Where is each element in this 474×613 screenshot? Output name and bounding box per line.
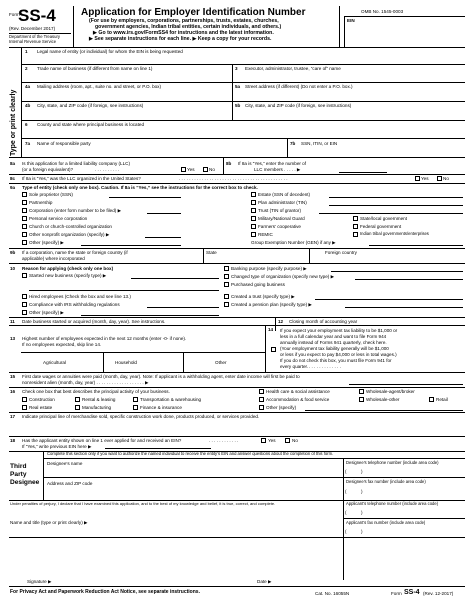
entity-gen: Group Exemption Number (GEN) if any ▶ [251, 240, 336, 245]
entity-plan-admin: Plan administrator (TIN) [258, 200, 307, 205]
reason-created-trust: Created a trust (specify type) ▶ [231, 294, 295, 299]
finance-checkbox[interactable] [133, 405, 138, 410]
form-subtitle-2: government agencies, Indian tribal entities, certain individuals, and others.) [95, 24, 282, 30]
merchandise-input[interactable] [22, 420, 463, 434]
entity-church: Church or church-controlled organization [29, 224, 112, 229]
reason-other-checkbox[interactable] [22, 310, 27, 315]
line-18-label-2: If “Yes,” write previous EIN here ▶ [22, 444, 92, 449]
hired-employees-checkbox[interactable] [22, 294, 27, 299]
manufacturing-checkbox[interactable] [75, 405, 80, 410]
form-subtitle-1: (For use by employers, corporations, partnerships, trusts, estates, churches, [89, 18, 279, 24]
8c-no-label: No [443, 176, 449, 181]
designee-address-input[interactable] [45, 487, 341, 498]
18-yes-label: Yes [268, 438, 276, 443]
reason-started-business: Started new business (specify type) ▶ [29, 273, 107, 278]
omb-number: OMB No. 1545-0003 [361, 9, 404, 14]
footer-revision: (Rev. 12-2017) [423, 591, 454, 596]
indian-tribal-checkbox[interactable] [353, 232, 358, 237]
entity-remic: REMIC [258, 232, 273, 237]
pension-plan-checkbox[interactable] [224, 302, 229, 307]
personal-service-corp-checkbox[interactable] [22, 216, 27, 221]
name-title-label: Name and title (type or print clearly) ▶ [10, 520, 88, 525]
line-8c-label: If 8a is “Yes,” was the LLC organized in the United States? [22, 176, 141, 181]
activity-wholesale-agent: Wholesale-agent/broker [366, 389, 415, 394]
catalog-number: Cat. No. 16055N [315, 591, 350, 596]
designee-phone-input[interactable] [365, 468, 463, 475]
foreign-country-input[interactable] [311, 256, 463, 262]
irs-compliance-checkbox[interactable] [22, 302, 27, 307]
wholesale-other-checkbox[interactable] [359, 397, 364, 402]
form-number: SS-4 [18, 6, 56, 25]
remic-checkbox[interactable] [251, 232, 256, 237]
rental-leasing-checkbox[interactable] [75, 397, 80, 402]
created-trust-checkbox[interactable] [224, 294, 229, 299]
entity-nonprofit: Other nonprofit organization (specify) ▶ [29, 232, 110, 237]
ein-field[interactable] [351, 25, 461, 43]
line-5a-label: Street address (if different) (Do not enter a P.O. box.) [245, 84, 353, 89]
signature-label: Signature ▶ [27, 579, 52, 584]
activity-manufacturing: Manufacturing [82, 405, 112, 410]
line-15-label-1: First date wages or annuities were paid (month, day, year). Note: If applicant is a withholding agent, enter date income will first be paid to [22, 374, 300, 379]
entity-partnership: Partnership [29, 200, 53, 205]
banking-purpose-checkbox[interactable] [224, 266, 229, 271]
third-party-note: Complete this section only if you want to authorize the named individual to receive the entity’s EIN and answer questions about the completion of this form. [47, 451, 334, 456]
nonprofit-checkbox[interactable] [22, 232, 27, 237]
line-10-label: Reason for applying (check only one box) [22, 266, 114, 271]
street-city-input[interactable] [243, 109, 463, 118]
line-4b-label: City, state, and ZIP code (if foreign, see instructions) [37, 103, 144, 108]
applicant-phone-input[interactable] [365, 509, 463, 516]
agricultural-label: Agricultural [43, 360, 66, 365]
entity-personal-service: Personal service corporation [29, 216, 88, 221]
mailing-address-input[interactable] [35, 90, 231, 99]
military-checkbox[interactable] [251, 216, 256, 221]
wholesale-agent-checkbox[interactable] [359, 389, 364, 394]
18-yes-checkbox[interactable] [261, 438, 266, 443]
mailing-city-input[interactable] [35, 109, 231, 118]
purchased-business-checkbox[interactable] [224, 282, 229, 287]
irs-label: Internal Revenue Service [9, 39, 57, 44]
line-17-label: Indicate principal line of merchandise sold, specific construction work done, products produced, or services provided. [22, 414, 260, 419]
privacy-notice: For Privacy Act and Paperwork Reduction Act Notice, see separate instructions. [10, 589, 200, 595]
line-4a-label: Mailing address (room, apt., suite no. and street, or P.O. box) [37, 84, 162, 89]
line-14-text-1: If you expect your employment tax liability to be $1,000 or [280, 328, 398, 333]
name-title-input[interactable] [119, 519, 341, 526]
designee-name-input[interactable] [45, 467, 341, 476]
foreign-country-label: Foreign country [325, 250, 357, 255]
designee-name-label: Designee’s name [47, 461, 83, 466]
revision-date: (Rev. December 2017) [9, 26, 56, 31]
line-13-label-2: If no employees expected, skip line 14. [22, 342, 102, 347]
perjury-statement: Under penalties of perjury, I declare that I have examined this application, and to the best of my knowledge and belief, it is true, correct, and complete. [10, 501, 276, 506]
date-field[interactable] [277, 576, 341, 584]
applicant-fax-label: Applicant’s fax number (include area code) [346, 520, 426, 525]
entity-military: Military/National Guard [258, 216, 305, 221]
activity-retail: Retail [436, 397, 448, 402]
applicant-phone-label: Applicant’s telephone number (include area code) [346, 501, 439, 506]
line-14-text-2: less in a full calendar year and want to file Form 944 [280, 334, 387, 339]
line-8a-label-2: (or a foreign equivalent)? [22, 167, 74, 172]
first-wage-date-input[interactable] [349, 379, 463, 385]
closing-month-input[interactable] [389, 318, 463, 325]
line-9a-label: Type of entity (check only one box). Caution. If 8a is “Yes,” see the instructions for the correct box to check. [22, 185, 258, 190]
ssn-itin-ein-input[interactable] [299, 147, 463, 156]
signature-field[interactable] [55, 576, 251, 584]
legal-name-input[interactable] [35, 55, 463, 64]
date-label: Date ▶ [257, 579, 272, 584]
designee-fax-label: Designee’s fax number (include area code) [346, 479, 426, 484]
form-subtitle-4: ▶ See separate instructions for each line. ▶ Keep a copy for your records. [89, 36, 272, 42]
form-subtitle-3: ▶ Go to www.irs.gov/FormSS4 for instructions and the latest information. [93, 30, 274, 36]
18-no-label: No [292, 438, 298, 443]
third-party-title-2: Party [10, 471, 27, 478]
reason-other: Other (specify) ▶ [29, 310, 64, 315]
trust-checkbox[interactable] [251, 208, 256, 213]
activity-transportation: Transportation & warehousing [140, 397, 202, 402]
previous-ein-input[interactable] [105, 443, 211, 449]
incorporation-state-input[interactable] [205, 256, 307, 262]
8c-yes-checkbox[interactable] [415, 176, 420, 181]
line-15-label-2: nonresident alien (month, day, year) . . . . . . . . . . . . . . . . . . . ▶ [22, 380, 149, 385]
activity-construction: Construction [29, 397, 55, 402]
type-or-print-clearly-label: Type or print clearly [10, 89, 17, 156]
trade-name-input[interactable] [35, 72, 231, 81]
entity-state-local: State/local government [360, 216, 407, 221]
construction-checkbox[interactable] [22, 397, 27, 402]
8c-no-checkbox[interactable] [437, 176, 442, 181]
line-12-label: Closing month of accounting year [289, 319, 358, 324]
third-party-title-1: Third [10, 463, 27, 470]
activity-accommodation: Accommodation & food service [266, 397, 330, 402]
entity-other-checkbox[interactable] [22, 240, 27, 245]
ein-label: EIN [347, 18, 355, 23]
form-title: Application for Employer Identification Number [81, 7, 306, 18]
designee-fax-input[interactable] [365, 488, 463, 495]
reason-hired-employees: Hired employees (Check the box and see line 13.) [29, 294, 131, 299]
activity-wholesale-other: Wholesale-other [366, 397, 400, 402]
entity-farmers-coop: Farmers’ cooperative [258, 224, 301, 229]
estate-checkbox[interactable] [251, 192, 256, 197]
reason-banking: Banking purpose (specify purpose) ▶ [231, 266, 307, 271]
line-5b-label: City, state, and ZIP code (if foreign, see instructions) [245, 103, 352, 108]
third-party-title-3: Designee [10, 479, 40, 486]
line-8b-label-2: LLC members . . . . . ▶ [254, 167, 301, 172]
entity-sole-proprietor: Sole proprietor (SSN) [29, 192, 73, 197]
activity-health-care: Health care & social assistance [266, 389, 330, 394]
line-7b-label: SSN, ITIN, or EIN [301, 141, 338, 146]
entity-indian-tribal: Indian tribal governments/enterprises [360, 231, 429, 236]
footer-form-number: SS-4 [404, 589, 420, 596]
designee-phone-label: Designee’s telephone number (include area code) [346, 460, 439, 465]
department-label: Department of the Treasury [9, 34, 60, 39]
entity-trust: Trust (TIN of grantor) [258, 208, 301, 213]
8a-no-label: No [209, 167, 215, 172]
entity-other: Other (specify) ▶ [29, 240, 64, 245]
activity-other-checkbox[interactable] [259, 405, 264, 410]
state-label: State [206, 250, 217, 255]
retail-checkbox[interactable] [429, 397, 434, 402]
applicant-fax-input[interactable] [365, 528, 463, 535]
line-13-label-1: Highest number of employees expected in the next 12 months (enter -0- if none). [22, 336, 187, 341]
executor-name-input[interactable] [243, 72, 463, 81]
reason-pension-plan: Created a pension plan (specify type) ▶ [231, 302, 312, 307]
address-zip-label: Address and ZIP code [47, 481, 93, 486]
line-16-label: Check one box that best describes the principal activity of your business. [22, 389, 170, 394]
farmers-coop-checkbox[interactable] [251, 224, 256, 229]
entity-federal: Federal government [360, 224, 402, 229]
line-14-text-7: every quarter. [280, 364, 309, 369]
line-3-label: Executor, administrator, trustee, “care of” name [245, 66, 341, 71]
form-944-checkbox[interactable] [271, 347, 276, 352]
entity-estate: Estate (SSN of decedent) [258, 192, 311, 197]
8a-no-checkbox[interactable] [203, 167, 208, 172]
line-11-label: Date business started or acquired (month, day, year). See instructions. [22, 319, 166, 324]
line-8b-label-1: If 8a is “Yes,” enter the number of [238, 161, 307, 166]
street-address-input[interactable] [243, 90, 463, 99]
real-estate-checkbox[interactable] [22, 405, 27, 410]
changed-type-checkbox[interactable] [224, 274, 229, 279]
line-7a-label: Name of responsible party [37, 141, 91, 146]
sole-proprietor-checkbox[interactable] [22, 192, 27, 197]
plan-admin-checkbox[interactable] [251, 200, 256, 205]
8a-yes-checkbox[interactable] [181, 167, 186, 172]
activity-real-estate: Real estate [29, 405, 53, 410]
partnership-checkbox[interactable] [22, 200, 27, 205]
activity-other: Other (specify) [266, 405, 297, 410]
reason-purchased: Purchased going business [231, 282, 285, 287]
8c-yes-label: Yes [421, 176, 429, 181]
transportation-checkbox[interactable] [133, 397, 138, 402]
reason-irs-compliance: Compliance with IRS withholding regulations [29, 302, 120, 307]
line-14-text-6: If you do not check this box, you must file Form 941 for [280, 358, 392, 363]
line-9b-label-1: If a corporation, name the state or foreign country (if [22, 250, 128, 255]
line-14-text-4: (Your employment tax liability generally will be $1,000 [280, 346, 389, 351]
responsible-party-input[interactable] [35, 147, 285, 156]
activity-finance: Finance & insurance [140, 405, 182, 410]
line-9b-label-2: applicable) where incorporated [22, 256, 85, 261]
line-14-text-5: or less if you expect to pay $4,000 or less in total wages.) [280, 352, 397, 357]
form-page: Form SS-4 (Rev. December 2017) Department of the Treasury Internal Revenue Service Application for Employer Identification Number (For use by employers, corporations, partnerships, trusts, estates, churches, government agencies, Indian tribal entities, certain individuals, and others.) ▶ Go to www.irs.gov/FormSS4 for instructions and the latest information. ▶ See separate instructions for each line. ▶ Keep a copy for your records. OMB No. 1545-0003 EIN Type or print clearly 1 Legal name of entity (or individual) for whom the EIN is being requested 2 Trade name of business (if different from name on line 1) 3 Executor, administrator, trustee, “care of” name 4a Mailing address (room, apt., suite no. and street, or P.O. box) 5a Street address (if different) (Do not enter a P.O. box.) 4b City, state, and ZIP code (if foreign, see instructions) 5b City, state, and ZIP code (if foreign, see instructions) 6 County and state where principal business is located 7a Name of responsible party 7b SSN, ITIN, or EIN 8a Is this application for a limited liability company (LLC) (or a foreign equivalent)? . . . . . . . . . . Yes No 8b If 8a is “Yes,” enter the number of LLC members . . . . . ▶ 8c If 8a is “Yes,” was the LLC organized in the United States? . . . . . . . . . . . . . . . . . . . . . . . . . . . . . . . . . . . . . . . . . . . Yes No 9a Type of entity (check only one box). Caution. If 8a is “Yes,” see the instructions for the correct box to check. Sole proprietor (SSN) Partnership Corporation (enter form number to be filed) ▶ Personal service corporation Church or church-controlled organization Other nonprofit organization (specify) ▶ Other (specify) ▶ Estate (SSN of decedent) Plan administrator (TIN) Trust (TIN of grantor) Military/National Guard Farmers’ cooperative REMIC Group Exemption Number (GEN) if any ▶ State/local government Federal government Indian tribal governments/enterprises 9b If a corporation, name the state or foreign country (if applicable) where incorporated State Foreign country 10 Reason for applying (check only one box) Started new business (specify type) ▶ Hired employees (Check the box and see line 13.) Compliance with IRS withholding regulations Other (specify) ▶ Banking purpose (specify purpose) ▶ Changed type of organization (specify new type) ▶ Purchased going business Created a trust (specify type) ▶ Created a pension plan (specify type) ▶ 11 Date business started or acquired (month, day, year). See instructions. 12 Closing month of accounting year 13 Highest number of employees expected in the next 12 months (enter -0- if none). If no employees expected, skip line 14. Agricultural Household Other 14 If you expect your employment tax liability to be $1,000 or less in a full calendar year and want to file Form 944 annually instead of Forms 941 quarterly, check here. (Your employment tax liability generally will be $1,000 or less if you expect to pay $4,000 or less in total wages.) If you do not check this box, you must file Form 941 for every quarter. . . . . . . . . . . . . . 15 First date wages or annuities were paid (month, day, year). Note: If applicant is a withholding agent, enter date income will first be paid to nonresident alien (month, day, year) . . . . . . . . . . . . . . . . . . . ▶ 16 Check one box that best describes the principal activity of your business. Health care & social assistance Wholesale-agent/broker Construction Rental & leasing Transportation & warehousing Accommodation & food service Wholesale-other Retail Real estate Manufacturing Finance & insurance Other (specify) 17 Indicate principal line of merchandise sold, specific construction work done, products produced, or services provided. 18 Has the applicant entity shown on line 1 ever applied for and received an EIN? . . . . . . . . . . . . Yes No If “Yes,” write previous EIN here ▶ Third Party Designee Complete this section only if you want to authorize the named individual to receive the entity’s EIN and answer questions about the completion of this form. Designee’s name Designee’s telephone number (include area code) ( ) Address and ZIP code Designee’s fax number (include area code) ( ) Under penalties of perjury, I declare that I have examined this application, and to the best of my knowledge and belief, it is true, correct, and complete. Applicant’s telephone number (include area code) ( ) Name and title (type or print clearly) ▶ Applicant’s fax number (include area code) ( ) Signature ▶ Date ▶ For Privacy Act and Paperwork Reduction Act Notice, see separate instructions. Cat. No. 16055N Form SS-4 (Rev. 12-2017) [9, 6, 465, 606]
line-6-label: County and state where principal business is located [37, 122, 144, 127]
form-word: Form [9, 12, 20, 17]
line-14-text-3: annually instead of Forms 941 quarterly, check here. [280, 340, 387, 345]
health-care-checkbox[interactable] [259, 389, 264, 394]
state-local-gov-checkbox[interactable] [353, 216, 358, 221]
line-2-label: Trade name of business (if different from name on line 1) [37, 66, 153, 71]
accommodation-checkbox[interactable] [259, 397, 264, 402]
household-label: Household [115, 360, 137, 365]
county-state-input[interactable] [35, 128, 463, 137]
18-no-checkbox[interactable] [285, 438, 290, 443]
footer-form-word: Form [391, 591, 402, 596]
line-8a-label-1: Is this application for a limited liability company (LLC) [22, 161, 130, 166]
line-1-label: Legal name of entity (or individual) for whom the EIN is being requested [37, 49, 183, 54]
church-checkbox[interactable] [22, 224, 27, 229]
reason-changed-type: Changed type of organization (specify new type) ▶ [231, 274, 335, 279]
federal-gov-checkbox[interactable] [353, 224, 358, 229]
entity-corporation: Corporation (enter form number to be filed) ▶ [29, 208, 122, 213]
started-business-checkbox[interactable] [22, 273, 27, 278]
other-employees-label: Other [215, 360, 227, 365]
corporation-checkbox[interactable] [22, 208, 27, 213]
8a-yes-label: Yes [187, 167, 195, 172]
llc-members-input[interactable] [339, 166, 387, 173]
line-18-label-1: Has the applicant entity shown on line 1 ever applied for and received an EIN? [22, 438, 182, 443]
activity-rental: Rental & leasing [82, 397, 116, 402]
